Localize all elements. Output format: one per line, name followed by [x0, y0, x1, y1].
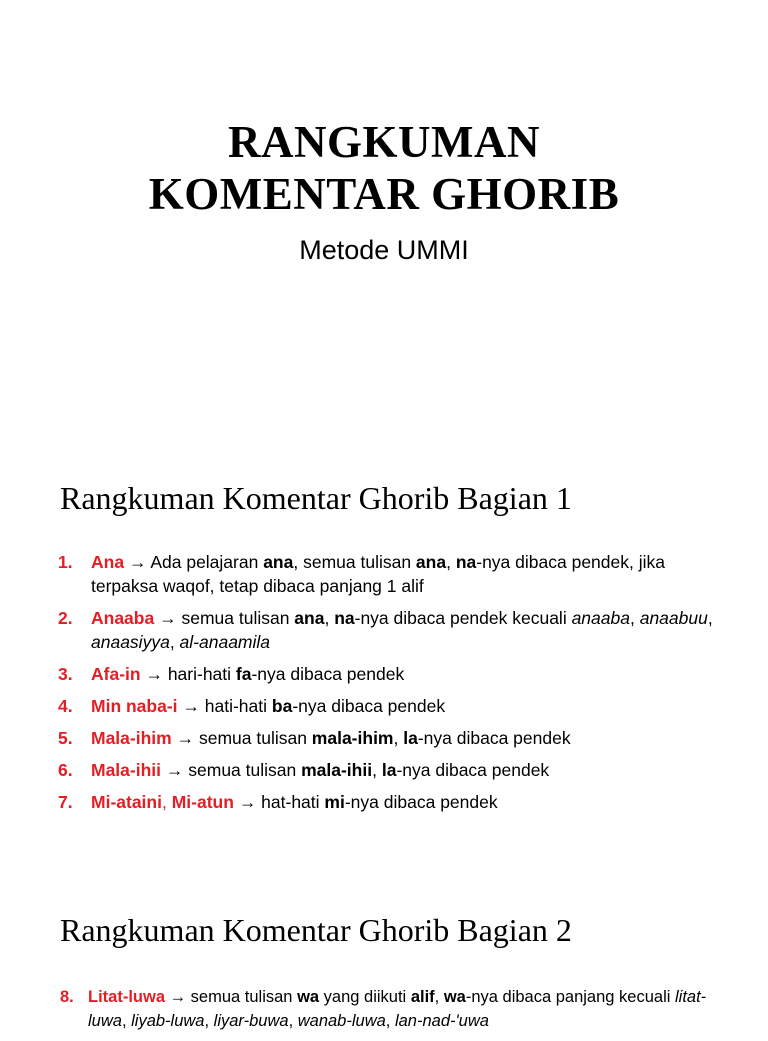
item-number: 2. — [58, 608, 73, 628]
arrow-right-icon: → — [159, 608, 177, 628]
item-text: hat-hati — [256, 792, 325, 812]
item-text: , — [446, 552, 456, 572]
item-bold: wa — [297, 988, 320, 1006]
item-bold: wa — [443, 988, 466, 1006]
item-keyword: Min naba-i — [91, 696, 178, 716]
item-keyword: Mi-ataini — [91, 792, 162, 812]
item-text: , — [629, 608, 640, 628]
item-text: , — [121, 1012, 132, 1030]
item-text: -nya dibaca pendek — [417, 728, 571, 748]
item-text: , — [707, 608, 713, 628]
item-bold: na — [455, 552, 477, 572]
item-text: , — [204, 1012, 214, 1030]
item-text: yang diikuti — [319, 988, 411, 1006]
item-bold: fa — [235, 664, 252, 684]
item-number: 8. — [60, 988, 74, 1006]
section-1-heading: Rangkuman Komentar Ghorib Bagian 1 — [60, 480, 572, 516]
item-text: -nya dibaca pendek — [344, 792, 498, 812]
item-italic: litat-luwa — [88, 988, 707, 1030]
item-text: hari-hati — [162, 664, 236, 684]
item-text: semua tulisan — [194, 728, 312, 748]
item-number: 4. — [58, 696, 73, 716]
item-italic: liyar-buwa — [213, 1012, 289, 1030]
list-item-6 — [0, 758, 768, 782]
item-keyword: Anaaba — [91, 608, 155, 628]
item-bold: ana — [415, 552, 447, 572]
arrow-right-icon: → — [165, 760, 184, 780]
item-italic: anaaba — [571, 608, 630, 628]
item-text: , — [288, 1012, 298, 1030]
arrow-right-icon: → — [145, 664, 163, 684]
item-text: , semua tulisan — [293, 552, 416, 572]
item-text: , — [324, 608, 335, 628]
item-text: -nya dibaca pendek, jika terpaksa waqof, tetap dibaca panjang 1 alif — [91, 552, 665, 596]
item-text: -nya dibaca pendek kecuali — [354, 608, 572, 628]
item-text: hati-hati — [199, 696, 272, 716]
item-text: -nya dibaca pendek — [396, 760, 550, 780]
item-text: , — [372, 760, 382, 780]
item-bold: mala-ihii — [301, 760, 373, 780]
list-item-1 — [0, 550, 768, 598]
list-item-8 — [0, 985, 768, 1033]
section-2-heading: Rangkuman Komentar Ghorib Bagian 2 — [60, 912, 572, 948]
item-bold: la — [403, 728, 418, 748]
list-item-2 — [0, 606, 768, 654]
item-number: 5. — [58, 728, 73, 748]
item-text: semua tulisan — [176, 608, 295, 628]
section-1-list — [0, 550, 768, 822]
item-italic: anaasiyya — [91, 632, 170, 652]
list-item-5 — [0, 726, 768, 750]
item-number: 6. — [58, 760, 73, 780]
item-text: , — [169, 632, 180, 652]
item-bold: ana — [294, 608, 325, 628]
item-number: 3. — [58, 664, 73, 684]
item-italic: anaabuu — [639, 608, 708, 628]
item-text: semua tulisan — [186, 988, 298, 1006]
item-bold: na — [334, 608, 355, 628]
item-bold: ba — [271, 696, 293, 716]
arrow-right-icon: → — [238, 792, 257, 812]
item-italic: liyab-luwa — [131, 1012, 205, 1030]
item-bold: la — [381, 760, 397, 780]
arrow-right-icon: → — [176, 728, 195, 748]
list-item-7 — [0, 790, 768, 814]
arrow-right-icon: → — [128, 552, 147, 572]
item-text: -nya dibaca pendek — [292, 696, 446, 716]
item-italic: wanab-luwa — [297, 1012, 386, 1030]
item-italic: al-anaamila — [179, 632, 271, 652]
item-italic: lan-nad-'uwa — [394, 1012, 489, 1030]
title-line-2: KOMENTAR GHORIB — [148, 169, 620, 219]
item-text: Ada pelajaran — [146, 552, 264, 572]
item-bold: mi — [324, 792, 345, 812]
list-item-3 — [0, 662, 768, 686]
item-text: semua tulisan — [183, 760, 302, 780]
subtitle: Metode UMMI — [299, 235, 469, 265]
item-keyword: Mala-ihii — [91, 760, 162, 780]
item-text: -nya dibaca pendek — [251, 664, 405, 684]
item-text: , — [434, 988, 444, 1006]
item-keyword: Ana — [91, 552, 125, 572]
section-2-list — [0, 985, 768, 1041]
item-bold: mala-ihim — [311, 728, 394, 748]
item-keyword: Litat-luwa — [88, 988, 165, 1006]
list-item-4 — [0, 694, 768, 718]
item-bold: alif — [410, 988, 435, 1006]
item-text: , — [385, 1012, 395, 1030]
item-number: 7. — [58, 792, 73, 812]
item-keyword-separator: , — [161, 792, 172, 812]
item-bold: ana — [263, 552, 294, 572]
item-keyword: Afa-in — [91, 664, 141, 684]
item-number: 1. — [58, 552, 73, 572]
arrow-right-icon: → — [169, 988, 187, 1006]
item-keyword: Mala-ihim — [91, 728, 172, 748]
item-text: -nya dibaca panjang kecuali — [465, 988, 675, 1006]
item-keyword-2: Mi-atun — [171, 792, 234, 812]
arrow-right-icon: → — [182, 696, 200, 716]
title-line-1: RANGKUMAN — [228, 117, 540, 167]
item-text: , — [393, 728, 404, 748]
